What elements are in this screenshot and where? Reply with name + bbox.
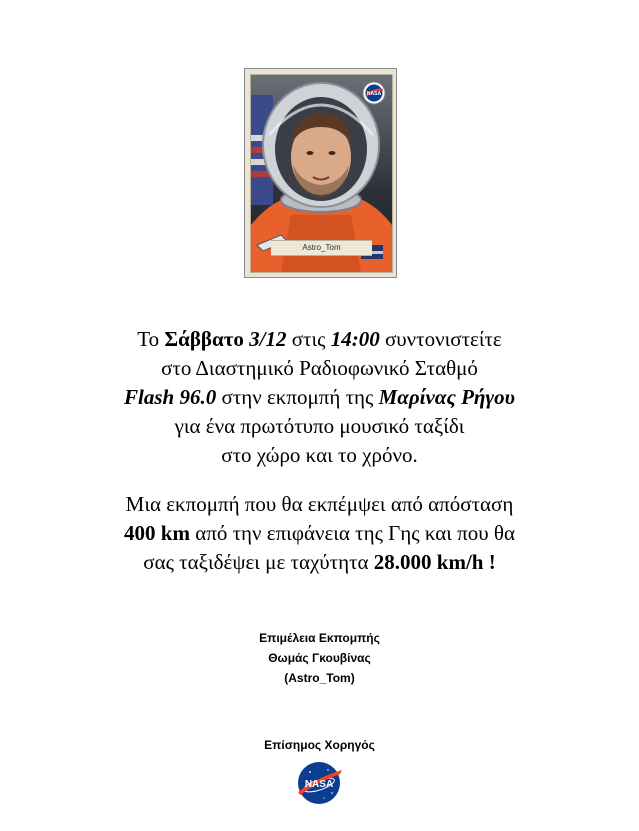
announcement-paragraph-1 (0, 325, 639, 470)
text-at: στις (286, 327, 331, 351)
announcement-paragraph-2 (0, 490, 639, 577)
announcement-line-2: στο Διαστημικό Ραδιοφωνικό Σταθμό (161, 356, 478, 380)
host-name: Μαρίνας Ρήγου (378, 385, 515, 409)
sponsor-heading: Επίσημος Χορηγός (264, 738, 375, 752)
announcement-line-6: Μια εκπομπή που θα εκπέμψει από απόσταση (125, 492, 514, 516)
credits-name: Θωμάς Γκουβίνας (268, 651, 371, 665)
text-show: στην εκπομπή της (216, 385, 379, 409)
announcement-line-4: για ένα πρωτότυπο μουσικό ταξίδι (174, 414, 465, 438)
day-text: Σάββατο (164, 327, 244, 351)
date-text: 3/12 (249, 327, 287, 351)
announcement-line-8 (0, 548, 639, 577)
text-to: Το (137, 327, 165, 351)
card-inner (250, 74, 393, 273)
svg-text:NASA: NASA (366, 91, 382, 97)
distance-text: 400 km (124, 521, 190, 545)
announcement-line-5: στο χώρο και το χρόνο. (221, 443, 418, 467)
credits-block (0, 628, 639, 688)
nasa-badge-icon (362, 81, 386, 105)
credits-heading: Επιμέλεια Εκπομπής (259, 631, 380, 645)
astronaut-card (244, 68, 397, 278)
station-name: Flash 96.0 (124, 385, 217, 409)
nasa-logo-icon (296, 760, 342, 806)
svg-text:NASA: NASA (304, 779, 334, 790)
announcement-line-3 (0, 383, 639, 412)
credits-handle: (Astro_Tom) (284, 671, 355, 685)
announcement-line-7 (0, 519, 639, 548)
text-speed: σας ταξιδέψει με ταχύτητα (143, 550, 374, 574)
text-tune-in: συντονιστείτε (379, 327, 502, 351)
time-text: 14:00 (330, 327, 380, 351)
text-surface: από την επιφάνεια της Γης και που θα (189, 521, 515, 545)
speed-value: 28.000 km/h ! (373, 550, 496, 574)
card-caption: Astro_Tom (271, 240, 372, 256)
announcement-line-1 (0, 325, 639, 354)
